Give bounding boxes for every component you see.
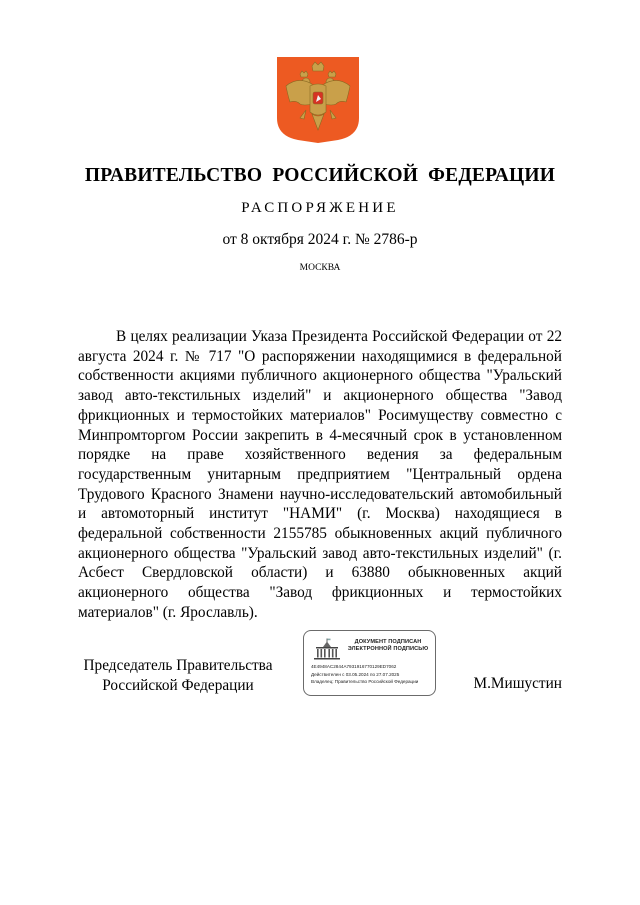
stamp-owner: Владелец: Правительство Российской Федерации <box>311 679 419 684</box>
document-date-number: от 8 октября 2024 г. № 2786-р <box>222 231 418 248</box>
document-type: РАСПОРЯЖЕНИЕ <box>241 200 399 216</box>
signatory-position <box>78 656 278 695</box>
government-title: ПРАВИТЕЛЬСТВО РОССИЙСКОЙ ФЕДЕРАЦИИ <box>84 165 556 186</box>
stamp-title-line2: ЭЛЕКТРОННОЙ ПОДПИСЬЮ <box>347 646 429 653</box>
document-city: МОСКВА <box>299 263 341 273</box>
stamp-title-line1: ДОКУМЕНТ ПОДПИСАН <box>354 639 422 645</box>
signatory-name: М.Мишустин <box>473 675 562 692</box>
signatory-position-line1: Председатель Правительства <box>83 657 273 674</box>
order-body-text: В целях реализации Указа Президента Российской Федерации от 22 августа 2024 г. № 717 "О распоряжении находящимися в федеральной собственности акциями публичного акционерного общества "Уральский завод авто-текстильных изделий" и акционерного общества "Завод фрикционных и термостойких материалов" Росимуществу совместно с Минпромторгом России закрепить в 4-месячный срок в установленном порядке на праве хозяйственного ведения за федеральным государственным унитарным предприятием "Центральный ордена Трудового Красного Знамени научно-исследовательский автомобильный и автомоторный институт "НАМИ" (г. Москва) находящиеся в федеральной собственности 2155785 обыкновенных акций публичного акционерного общества "Уральский завод авто-текстильных изделий" (г. Асбест Свердловской области) и 63880 обыкновенных акций акционерного общества "Завод фрикционных и термостойких материалов" (г. Ярославль). <box>78 328 562 621</box>
russian-coat-of-arms-icon <box>276 56 360 144</box>
government-building-icon <box>313 638 341 660</box>
electronic-signature-stamp <box>303 630 436 696</box>
stamp-title <box>342 639 434 653</box>
stamp-validity: Действителен с 03.05.2024 по 27.07.2025 <box>311 672 400 677</box>
stamp-serial-number: 4E4948AC2844A7931916770129ED7062 <box>311 664 397 669</box>
coat-of-arms-emblem <box>276 56 360 144</box>
signatory-position-line2: Российской Федерации <box>102 676 254 694</box>
